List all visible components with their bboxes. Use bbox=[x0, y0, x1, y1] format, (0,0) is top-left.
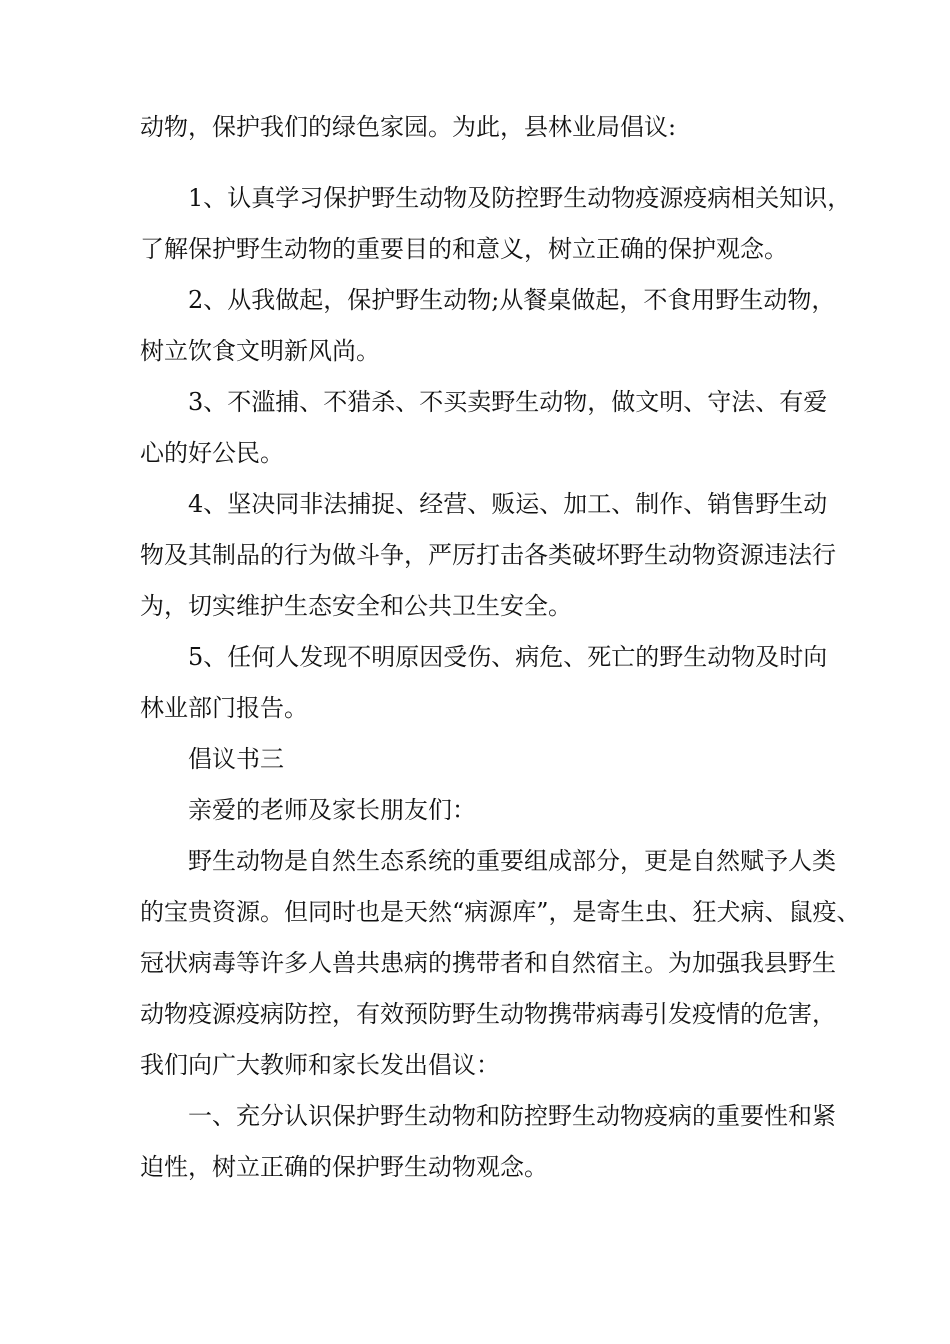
text-line-21: 迫性，树立正确的保护野生动物观念。 bbox=[140, 1153, 548, 1181]
text-line-12: 林业部门报告。 bbox=[140, 694, 308, 722]
section-heading: 倡议书三 bbox=[188, 745, 284, 773]
text-line-10: 为，切实维护生态安全和公共卫生安全。 bbox=[140, 592, 572, 620]
text-line-5: 树立饮食文明新风尚。 bbox=[140, 337, 380, 365]
text-line-9: 物及其制品的行为做斗争，严厉打击各类破坏野生动物资源违法行 bbox=[140, 541, 836, 569]
text-line-17: 冠状病毒等许多人兽共患病的携带者和自然宿主。为加强我县野生 bbox=[140, 949, 836, 977]
text-line-18: 动物疫源疫病防控，有效预防野生动物携带病毒引发疫情的危害， bbox=[140, 1000, 836, 1028]
text-line-1: 动物，保护我们的绿色家园。为此，县林业局倡议: bbox=[140, 113, 677, 141]
text-line-11: 5、任何人发现不明原因受伤、病危、死亡的野生动物及时向 bbox=[188, 643, 828, 671]
text-line-8: 4、坚决同非法捕捉、经营、贩运、加工、制作、销售野生动 bbox=[188, 490, 828, 518]
text-line-4: 2、从我做起，保护野生动物;从餐桌做起，不食用野生动物， bbox=[188, 286, 836, 314]
text-line-7: 心的好公民。 bbox=[140, 439, 284, 467]
text-line-19: 我们向广大教师和家长发出倡议： bbox=[140, 1051, 500, 1079]
text-line-6: 3、不滥捕、不猎杀、不买卖野生动物，做文明、守法、有爱 bbox=[188, 388, 828, 416]
text-line-2: 1、认真学习保护野生动物及防控野生动物疫源疫病相关知识， bbox=[188, 184, 852, 212]
text-line-16: 的宝贵资源。但同时也是天然“病源库”，是寄生虫、狂犬病、鼠疫、 bbox=[140, 898, 861, 926]
salutation: 亲爱的老师及家长朋友们： bbox=[188, 796, 476, 824]
text-line-20: 一、充分认识保护野生动物和防控野生动物疫病的重要性和紧 bbox=[188, 1102, 836, 1130]
text-line-3: 了解保护野生动物的重要目的和意义，树立正确的保护观念。 bbox=[140, 235, 788, 263]
text-line-15: 野生动物是自然生态系统的重要组成部分，更是自然赋予人类 bbox=[188, 847, 836, 875]
